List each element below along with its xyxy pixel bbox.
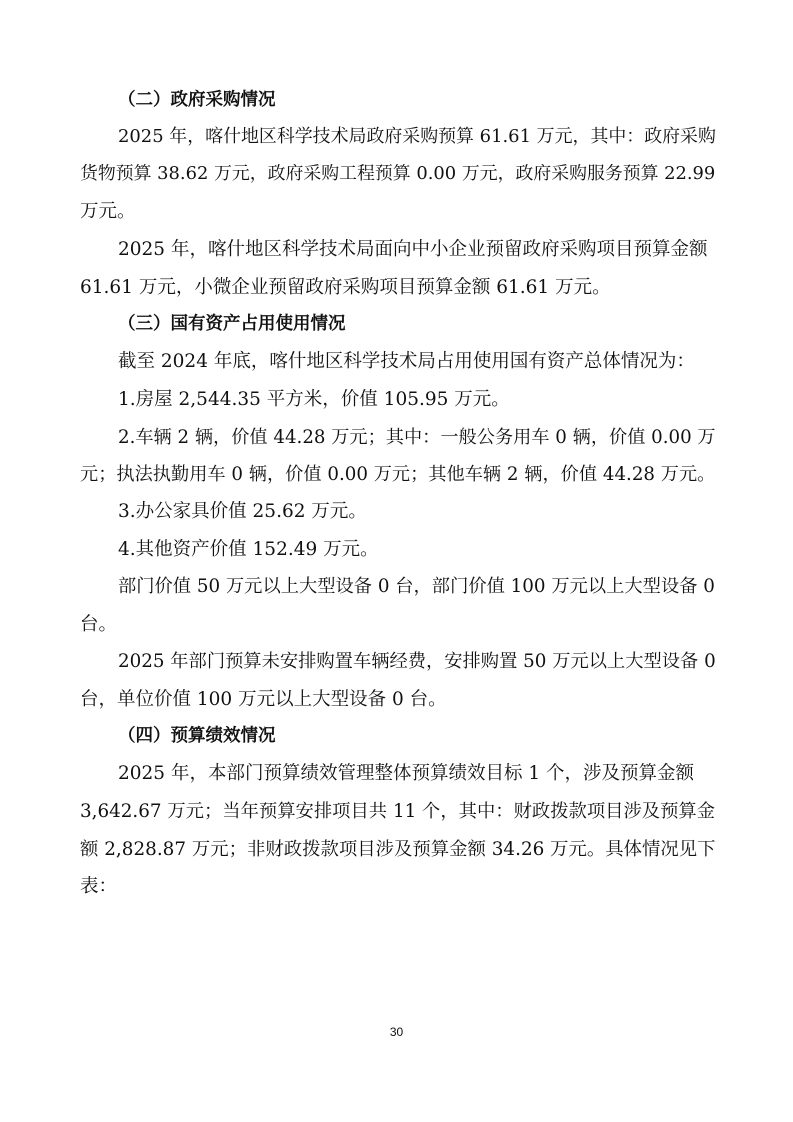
assets-item-other: 4.其他资产价值 152.49 万元。 <box>118 539 379 560</box>
performance-paragraph-line-2-text: 3,642.67 万元；当年预算安排项目共 11 个，其中：财政拨款项目涉及预算金 <box>80 801 716 822</box>
assets-budget-plan-line-1: 2025 年部门预算未安排购置车辆经费，安排购置 50 万元以上大型设备 0 <box>118 651 716 672</box>
procurement-paragraph-2-line-2: 61.61 万元，小微企业预留政府采购项目预算金额 61.61 万元。 <box>80 277 611 298</box>
assets-budget-plan-line-2: 台，单位价值 100 万元以上大型设备 0 台。 <box>80 689 447 710</box>
assets-equipment-line-2: 台。 <box>80 614 118 635</box>
procurement-paragraph-1-line-2-text: 货物预算 38.62 万元，政府采购工程预算 0.00 万元，政府采购服务预算 22.99 <box>80 163 716 184</box>
performance-paragraph-line-3-text: 额 2,828.87 万元；非财政拨款项目涉及预算金额 34.26 万元。具体情况见下 <box>80 839 716 860</box>
performance-paragraph-line-4: 表： <box>80 876 118 897</box>
assets-item-vehicles-line-1: 2.车辆 2 辆，价值 44.28 万元；其中：一般公务用车 0 辆，价值 0.00 万 <box>118 427 716 448</box>
procurement-paragraph-2-line-1: 2025 年，喀什地区科学技术局面向中小企业预留政府采购项目预算金额 <box>118 239 708 260</box>
procurement-paragraph-1-line-3: 万元。 <box>80 201 136 222</box>
page-number: 30 <box>389 1025 404 1039</box>
procurement-paragraph-1-line-1: 2025 年，喀什地区科学技术局政府采购预算 61.61 万元，其中：政府采购 <box>118 126 716 147</box>
performance-paragraph-line-3 <box>80 839 716 860</box>
assets-intro: 截至 2024 年底，喀什地区科学技术局占用使用国有资产总体情况为： <box>118 351 695 372</box>
section-heading-procurement: （二）政府采购情况 <box>118 90 276 110</box>
section-heading-performance: （四）预算绩效情况 <box>118 726 276 746</box>
assets-item-furniture: 3.办公家具价值 25.62 万元。 <box>118 501 367 522</box>
assets-equipment-line-1: 部门价值 50 万元以上大型设备 0 台，部门价值 100 万元以上大型设备 0 <box>118 576 715 597</box>
section-heading-assets: （三）国有资产占用使用情况 <box>118 314 346 334</box>
performance-paragraph-line-1: 2025 年，本部门预算绩效管理整体预算绩效目标 1 个，涉及预算金额 <box>118 763 694 784</box>
procurement-paragraph-1-line-2 <box>80 163 716 184</box>
performance-paragraph-line-2 <box>80 801 716 822</box>
assets-item-vehicles-line-2: 元；执法执勤用车 0 辆，价值 0.00 万元；其他车辆 2 辆，价值 44.28 万元。 <box>80 464 716 485</box>
assets-item-housing: 1.房屋 2,544.35 平方米，价值 105.95 万元。 <box>118 389 510 410</box>
